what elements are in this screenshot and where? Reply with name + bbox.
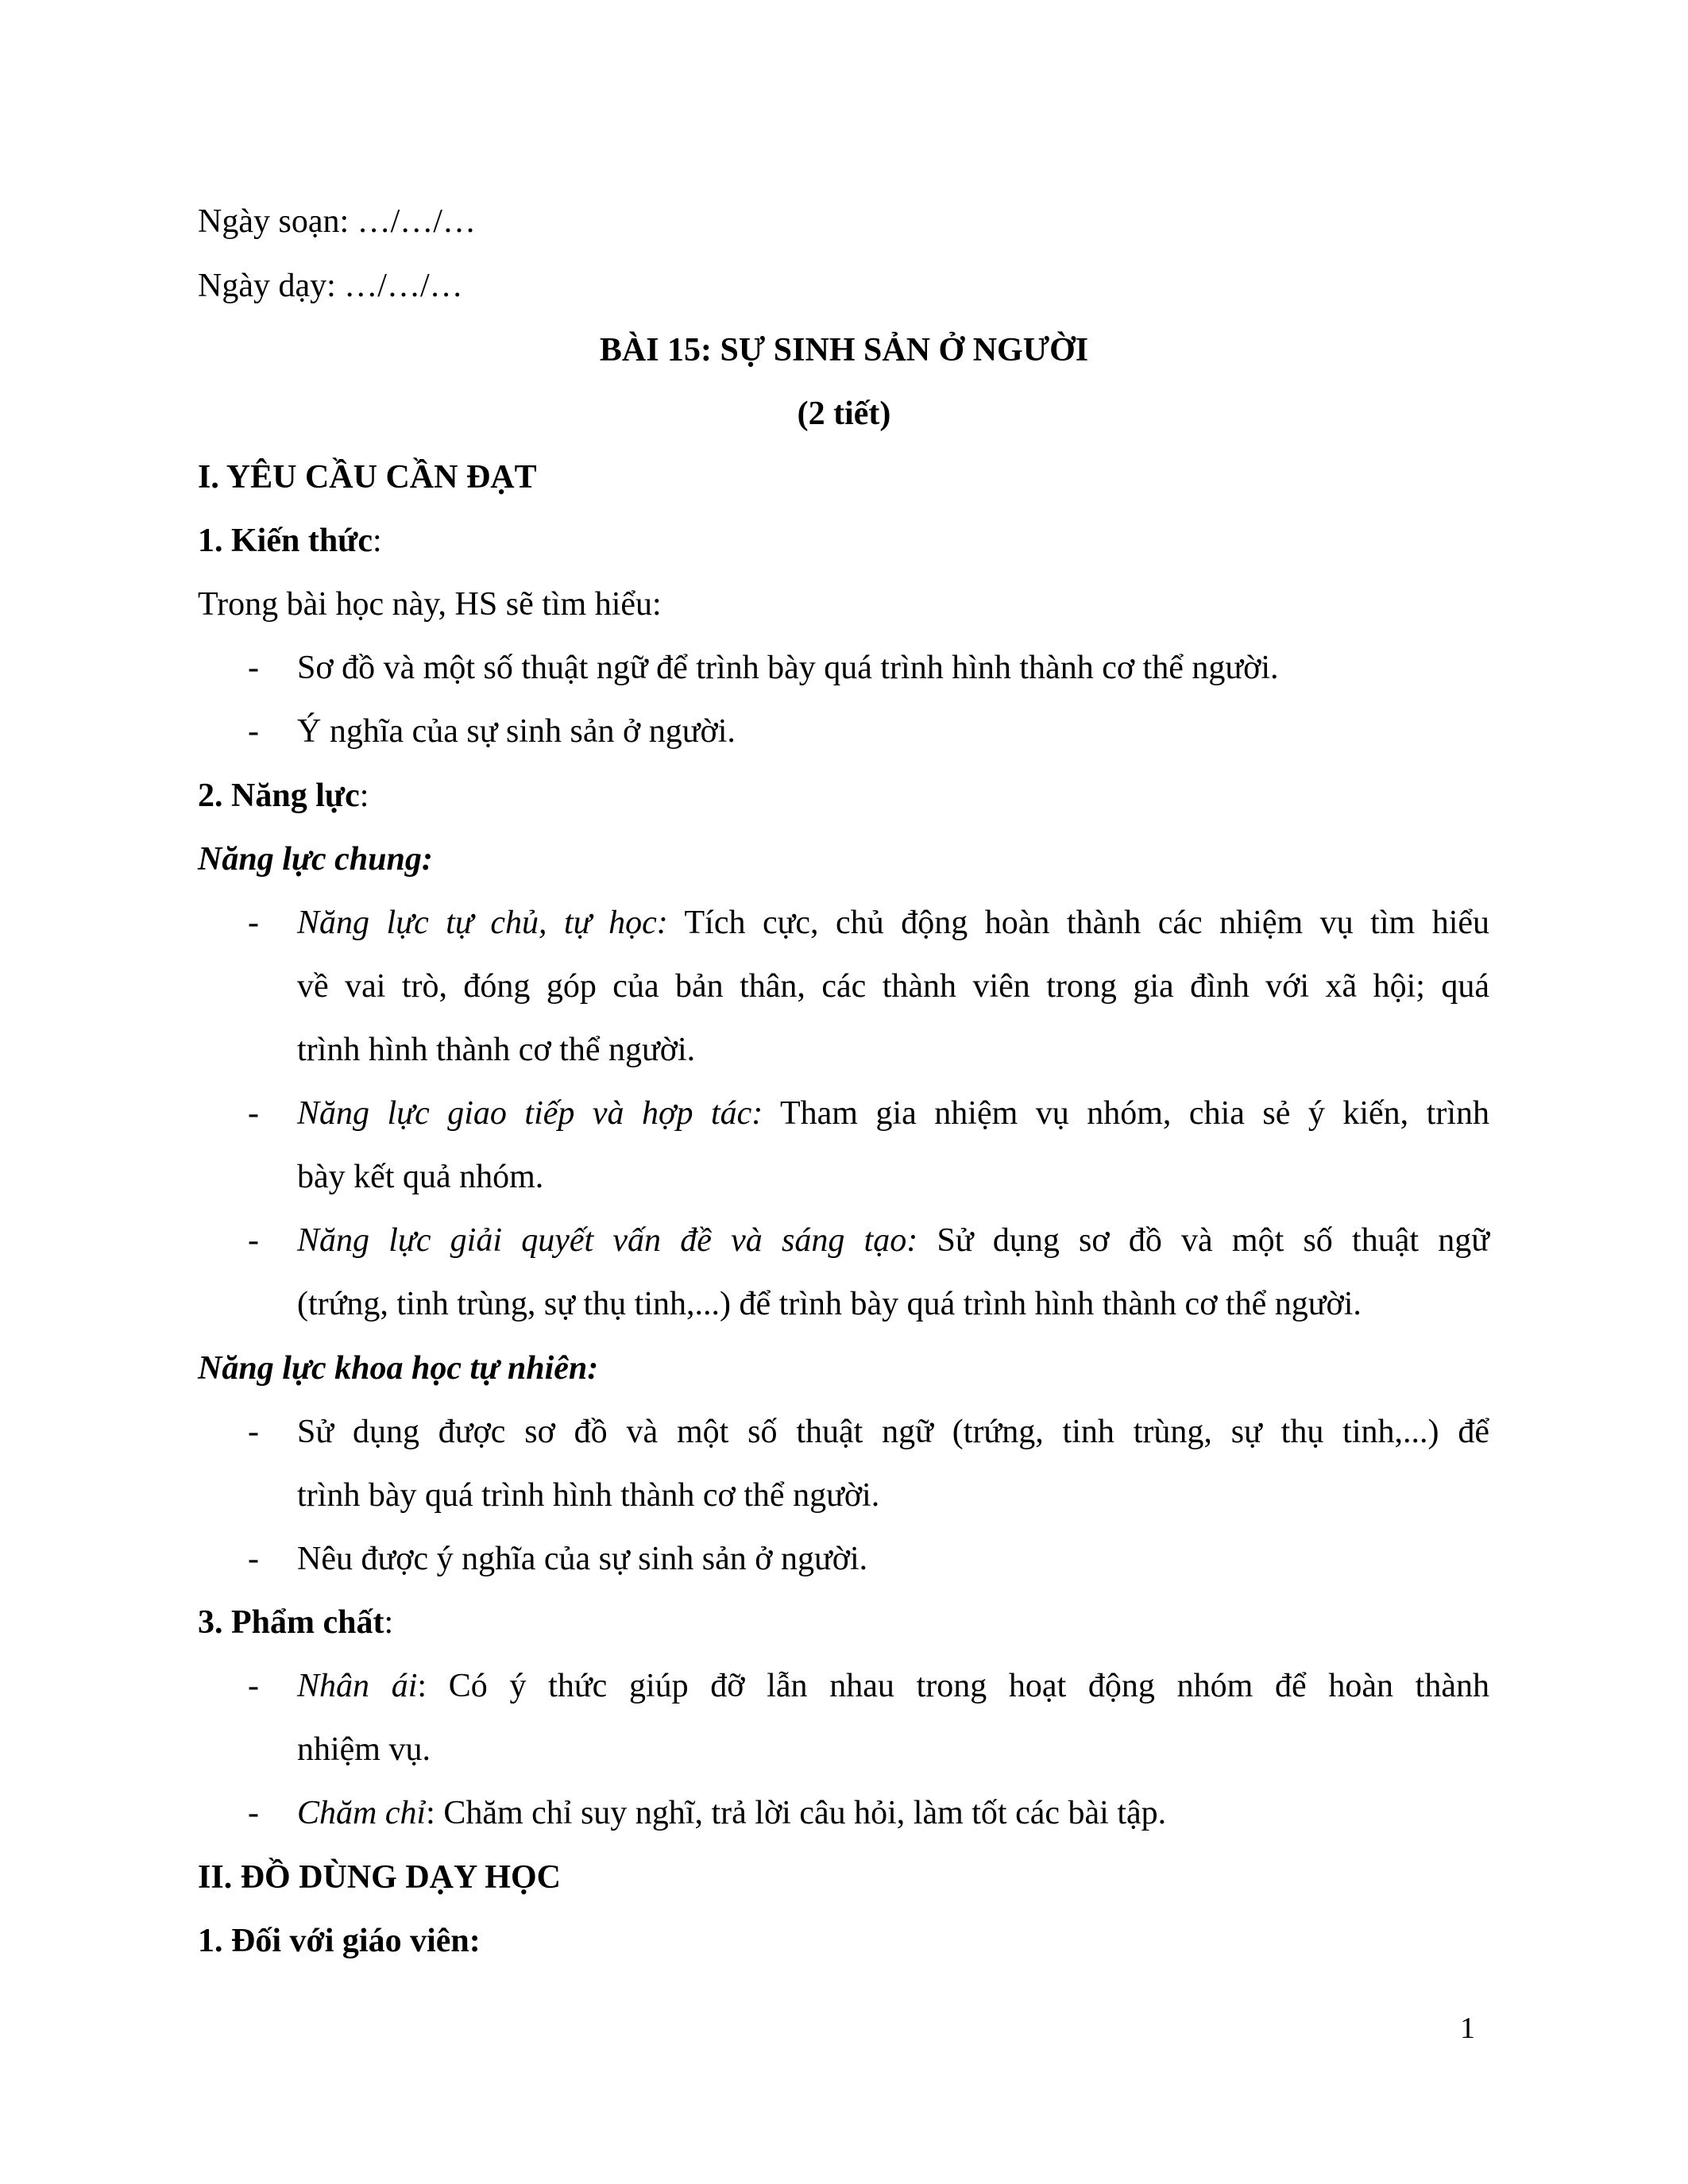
pham-chat-nhan-ai-line-2: nhiệm vụ. xyxy=(297,1731,431,1768)
bullet-dash: - xyxy=(248,1795,259,1831)
bullet-dash: - xyxy=(248,1222,259,1259)
kien-thuc-item-2: Ý nghĩa của sự sinh sản ở người. xyxy=(297,713,736,750)
page-number: 1 xyxy=(1460,2012,1475,2045)
nang-luc-giai-quyet-line-2: (trứng, tinh trùng, sự thụ tinh,...) để trình bày quá trình hình thành cơ thể người. xyxy=(297,1286,1362,1322)
bullet-dash: - xyxy=(248,1414,259,1450)
khoa-hoc-item-2: Nêu được ý nghĩa của sự sinh sản ở người. xyxy=(297,1541,868,1577)
bullet-dash: - xyxy=(248,713,259,750)
lesson-duration: (2 tiết) xyxy=(797,396,891,432)
section-1-heading: I. YÊU CẦU CẦN ĐẠT xyxy=(198,459,537,496)
ngay-soan: Ngày soạn: …/…/… xyxy=(198,203,476,240)
nang-luc-tu-chu-line-1: Năng lực tự chủ, tự học: Tích cực, chủ động hoàn thành các nhiệm vụ tìm hiểu xyxy=(297,905,1490,941)
bullet-dash: - xyxy=(248,905,259,941)
nang-luc-chung-heading: Năng lực chung: xyxy=(198,841,433,878)
kien-thuc-item-1: Sơ đồ và một số thuật ngữ để trình bày quá trình hình thành cơ thể người. xyxy=(297,650,1279,686)
bullet-dash: - xyxy=(248,650,259,686)
bullet-dash: - xyxy=(248,1541,259,1577)
nang-luc-tu-chu-line-3: trình hình thành cơ thể người. xyxy=(297,1032,696,1068)
section-2-heading: II. ĐỒ DÙNG DẠY HỌC xyxy=(198,1859,561,1896)
nang-luc-giao-tiep-line-1: Năng lực giao tiếp và hợp tác: Tham gia nhiệm vụ nhóm, chia sẻ ý kiến, trình xyxy=(297,1095,1490,1132)
nang-luc-giao-tiep-line-2: bày kết quả nhóm. xyxy=(297,1159,544,1195)
pham-chat-heading: 3. Phẩm chất: xyxy=(198,1604,394,1641)
pham-chat-cham-chi: Chăm chỉ: Chăm chỉ suy nghĩ, trả lời câu hỏi, làm tốt các bài tập. xyxy=(297,1795,1167,1831)
khoa-hoc-item-1-line-1: Sử dụng được sơ đồ và một số thuật ngữ (trứng, tinh trùng, sự thụ tinh,...) để xyxy=(297,1414,1489,1450)
nang-luc-khoa-hoc-heading: Năng lực khoa học tự nhiên: xyxy=(198,1350,599,1387)
bullet-dash: - xyxy=(248,1095,259,1132)
bullet-dash: - xyxy=(248,1668,259,1704)
kien-thuc-intro: Trong bài học này, HS sẽ tìm hiểu: xyxy=(198,586,662,623)
nang-luc-heading: 2. Năng lực: xyxy=(198,778,369,814)
nang-luc-tu-chu-line-2: về vai trò, đóng góp của bản thân, các thành viên trong gia đình với xã hội; quá xyxy=(297,968,1489,1005)
ngay-day: Ngày dạy: …/…/… xyxy=(198,268,463,304)
khoa-hoc-item-1-line-2: trình bày quá trình hình thành cơ thể người. xyxy=(297,1477,880,1514)
kien-thuc-heading: 1. Kiến thức: xyxy=(198,523,382,559)
pham-chat-nhan-ai-line-1: Nhân ái: Có ý thức giúp đỡ lẫn nhau trong hoạt động nhóm để hoàn thành xyxy=(297,1668,1489,1704)
lesson-title: BÀI 15: SỰ SINH SẢN Ở NGƯỜI xyxy=(599,332,1089,369)
nang-luc-giai-quyet-line-1: Năng lực giải quyết vấn đề và sáng tạo: Sử dụng sơ đồ và một số thuật ngữ xyxy=(297,1222,1489,1259)
giao-vien-heading: 1. Đối với giáo viên: xyxy=(198,1923,481,1959)
